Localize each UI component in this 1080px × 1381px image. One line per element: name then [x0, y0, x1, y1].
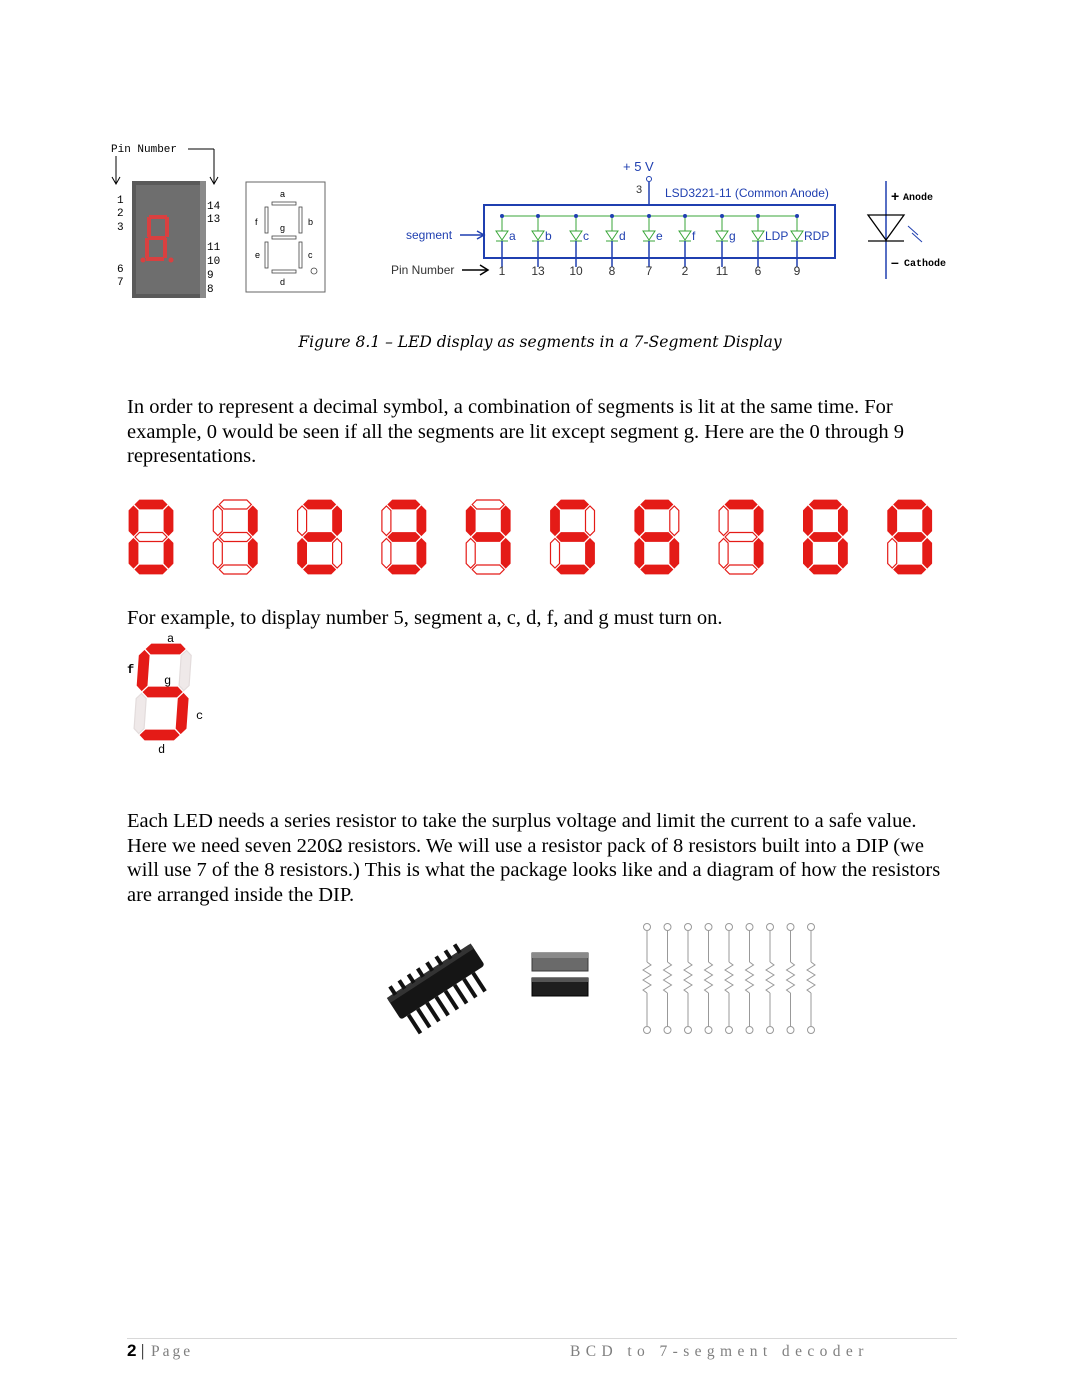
- resistor-1: [643, 924, 651, 1034]
- diode-label: c: [583, 229, 589, 243]
- seg-letter-a: a: [280, 189, 286, 199]
- segment-a: [146, 644, 186, 654]
- segment-b: [333, 506, 342, 536]
- segment-e: [298, 539, 307, 569]
- paragraph-resistors: Each LED needs a series resistor to take the surplus voltage and limit the current to a safe value. Here we need seven 220Ω resistors. We will use a resistor pack of 8 resistors built into a DIP (we will use 7 of the 8 resistors.) This is what the package looks like and a diagram of how the resistors are arranged inside the DIP.: [127, 810, 941, 906]
- resistor-pack-image: [530, 950, 592, 1002]
- segment-a: [894, 500, 926, 509]
- right-pin: 8: [207, 284, 214, 296]
- segment-b: [754, 506, 763, 536]
- segment-g: [809, 533, 841, 542]
- digit-8: [803, 500, 847, 574]
- segment-g: [894, 533, 926, 542]
- resistor-9: [807, 924, 815, 1034]
- right-pin: 9: [207, 270, 214, 282]
- segment-a: [641, 500, 673, 509]
- segment-b: [417, 506, 426, 536]
- footer-rule: [127, 1338, 957, 1339]
- resistor-6: [746, 924, 754, 1034]
- digit-5: [551, 500, 595, 574]
- segment-e: [719, 539, 728, 569]
- diode-7: [752, 214, 788, 278]
- segment-g: [641, 533, 673, 542]
- segment-e: [635, 539, 644, 569]
- page-word: Page: [151, 1343, 194, 1360]
- segment-label: segment: [406, 228, 453, 242]
- segment-g: [135, 533, 167, 542]
- diode-pin: 6: [754, 264, 762, 278]
- seg-letter-g: g: [280, 223, 286, 233]
- segment-b: [248, 506, 257, 536]
- segment-c: [586, 539, 595, 569]
- segment-d: [557, 565, 589, 574]
- segment-c: [164, 539, 173, 569]
- diode-pin: 10: [569, 264, 583, 278]
- segment-d: [641, 565, 673, 574]
- diode-1: [531, 214, 552, 278]
- left-pin: 6: [117, 264, 124, 276]
- seg-letter-e: e: [255, 250, 261, 260]
- diode-5: [679, 214, 696, 278]
- segment-f: [635, 506, 644, 536]
- part-label: LSD3221-11 (Common Anode): [665, 186, 829, 200]
- segment-e: [134, 694, 147, 734]
- segment-a: [472, 500, 504, 509]
- svg-text:–: –: [891, 254, 899, 270]
- segment-g: [557, 533, 589, 542]
- diode-label: a: [509, 229, 516, 243]
- segment-a: [219, 500, 251, 509]
- seg-letter-d: d: [280, 277, 286, 287]
- segment-f: [551, 506, 560, 536]
- diode-3: [606, 214, 626, 278]
- segment-c: [923, 539, 932, 569]
- right-pin: 13: [207, 214, 221, 226]
- segment-f: [298, 506, 307, 536]
- segment-b: [838, 506, 847, 536]
- cathode-label: Cathode: [904, 259, 947, 270]
- segment-g: [472, 533, 504, 542]
- diode-label: LDP: [765, 229, 789, 243]
- seg-letter-f: f: [255, 217, 258, 227]
- figure-7seg-diagram: [100, 135, 980, 305]
- segment-a: [557, 500, 589, 509]
- left-pin: 1: [117, 195, 124, 207]
- left-pin: 3: [117, 222, 124, 234]
- segment-d: [472, 565, 504, 574]
- led-symbol: [868, 181, 946, 279]
- segment-f: [719, 506, 728, 536]
- segment-b: [670, 506, 679, 536]
- segment-f: [137, 651, 150, 691]
- segment-a: [725, 500, 757, 509]
- diode-label: e: [656, 229, 663, 243]
- common-anode-circuit: [391, 159, 835, 278]
- pin-row-label: Pin Number: [391, 263, 455, 277]
- segment-d: [388, 565, 420, 574]
- segment-d: [135, 565, 167, 574]
- right-pin: 10: [207, 256, 221, 268]
- segment-d: [894, 565, 926, 574]
- segment-g: [304, 533, 336, 542]
- diode-label: g: [729, 229, 736, 243]
- digit5-segments: [133, 644, 192, 740]
- paragraph-digit5: For example, to display number 5, segment a, c, d, f, and g must turn on.: [127, 607, 723, 629]
- segment-c: [838, 539, 847, 569]
- segment-e: [466, 539, 475, 569]
- segment-c: [417, 539, 426, 569]
- segment-f: [213, 506, 222, 536]
- diode-4: [643, 214, 663, 278]
- segment-e: [888, 539, 897, 569]
- right-pin: 14: [207, 201, 221, 213]
- segment-c: [670, 539, 679, 569]
- segment-b: [923, 506, 932, 536]
- page-separator: |: [141, 1341, 145, 1360]
- diode-6: [716, 214, 736, 278]
- digit-2: [298, 500, 342, 574]
- dip-chip-image: [383, 930, 493, 1040]
- diode-pin: 7: [645, 264, 653, 278]
- segment-g: [388, 533, 420, 542]
- segment-b: [164, 506, 173, 536]
- figure-caption: Figure 8.1 – LED display as segments in a 7-Segment Display: [298, 333, 782, 351]
- diode-pin: 1: [498, 264, 506, 278]
- segment-g: [725, 533, 757, 542]
- digit-0: [129, 500, 173, 574]
- diode-8: [791, 214, 829, 278]
- diode-pin: 2: [681, 264, 689, 278]
- diode-pin: 11: [715, 264, 729, 278]
- diode-2: [569, 214, 589, 278]
- svg-text:+: +: [891, 188, 900, 204]
- diode-label: d: [619, 229, 626, 243]
- digit-7: [719, 500, 763, 574]
- segment-e: [382, 539, 391, 569]
- segment-d: [304, 565, 336, 574]
- right-pin: 11: [207, 242, 221, 254]
- resistor-4: [705, 924, 713, 1034]
- segment-a: [304, 500, 336, 509]
- digit-1: [213, 500, 257, 574]
- resistor-network-diagram: [635, 918, 825, 1040]
- diode-label: RDP: [804, 229, 830, 243]
- segment-c: [754, 539, 763, 569]
- segment-c: [176, 694, 189, 734]
- digit5-label-c: c: [196, 709, 204, 723]
- diode-pin: 13: [531, 264, 545, 278]
- page-number: 2: [127, 1341, 137, 1360]
- segment-e: [213, 539, 222, 569]
- document-title: BCD to 7-segment decoder: [570, 1343, 869, 1360]
- diode-pin: 9: [793, 264, 801, 278]
- anode-label: Anode: [903, 193, 934, 204]
- segment-d: [725, 565, 757, 574]
- segment-g: [143, 687, 183, 697]
- digit5-label-a: a: [167, 632, 175, 646]
- segment-f: [803, 506, 812, 536]
- segment-f: [382, 506, 391, 536]
- digit5-label-g: g: [164, 674, 172, 688]
- diode-label: b: [545, 229, 552, 243]
- resistor-7: [766, 924, 774, 1034]
- common-pin: 3: [636, 184, 643, 196]
- segment-a: [388, 500, 420, 509]
- seg-letter-c: c: [308, 250, 313, 260]
- left-pin: 7: [117, 277, 124, 289]
- digit-9: [888, 500, 932, 574]
- seg-letter-b: b: [308, 217, 314, 227]
- segment-a: [809, 500, 841, 509]
- digits-row: [125, 497, 955, 577]
- segment-e: [551, 539, 560, 569]
- segment-d: [809, 565, 841, 574]
- segment-letter-diagram: [246, 182, 325, 292]
- segment-c: [248, 539, 257, 569]
- supply-label: + 5 V: [623, 159, 654, 174]
- segment-b: [179, 651, 192, 691]
- pin-number-label: Pin Number: [111, 144, 178, 156]
- diode-0: [496, 214, 516, 278]
- diode-pin: 8: [608, 264, 616, 278]
- paragraph-representations: In order to represent a decimal symbol, a combination of segments is lit at the same time. For example, 0 would be seen if all the segments are lit except segment g. Here are the 0 through 9 representations.: [127, 396, 905, 467]
- digit-4: [466, 500, 510, 574]
- segment-c: [333, 539, 342, 569]
- left-pin: 2: [117, 208, 124, 220]
- segment-f: [466, 506, 475, 536]
- segment-d: [219, 565, 251, 574]
- segment-b: [586, 506, 595, 536]
- segment-f: [129, 506, 138, 536]
- segment-c: [501, 539, 510, 569]
- segment-g: [219, 533, 251, 542]
- segment-a: [135, 500, 167, 509]
- digit5-label-f: f: [127, 663, 135, 677]
- digit-6: [635, 500, 679, 574]
- resistor-2: [664, 924, 672, 1034]
- resistor-8: [787, 924, 795, 1034]
- segment-e: [129, 539, 138, 569]
- digit5-label-d: d: [158, 743, 166, 757]
- segment-e: [803, 539, 812, 569]
- segment-d: [140, 730, 180, 740]
- digit-3: [382, 500, 426, 574]
- diode-label: f: [692, 229, 696, 243]
- segment-f: [888, 506, 897, 536]
- segment-b: [501, 506, 510, 536]
- resistor-3: [684, 924, 692, 1034]
- digit5-diagram: [120, 628, 220, 758]
- resistor-5: [725, 924, 733, 1034]
